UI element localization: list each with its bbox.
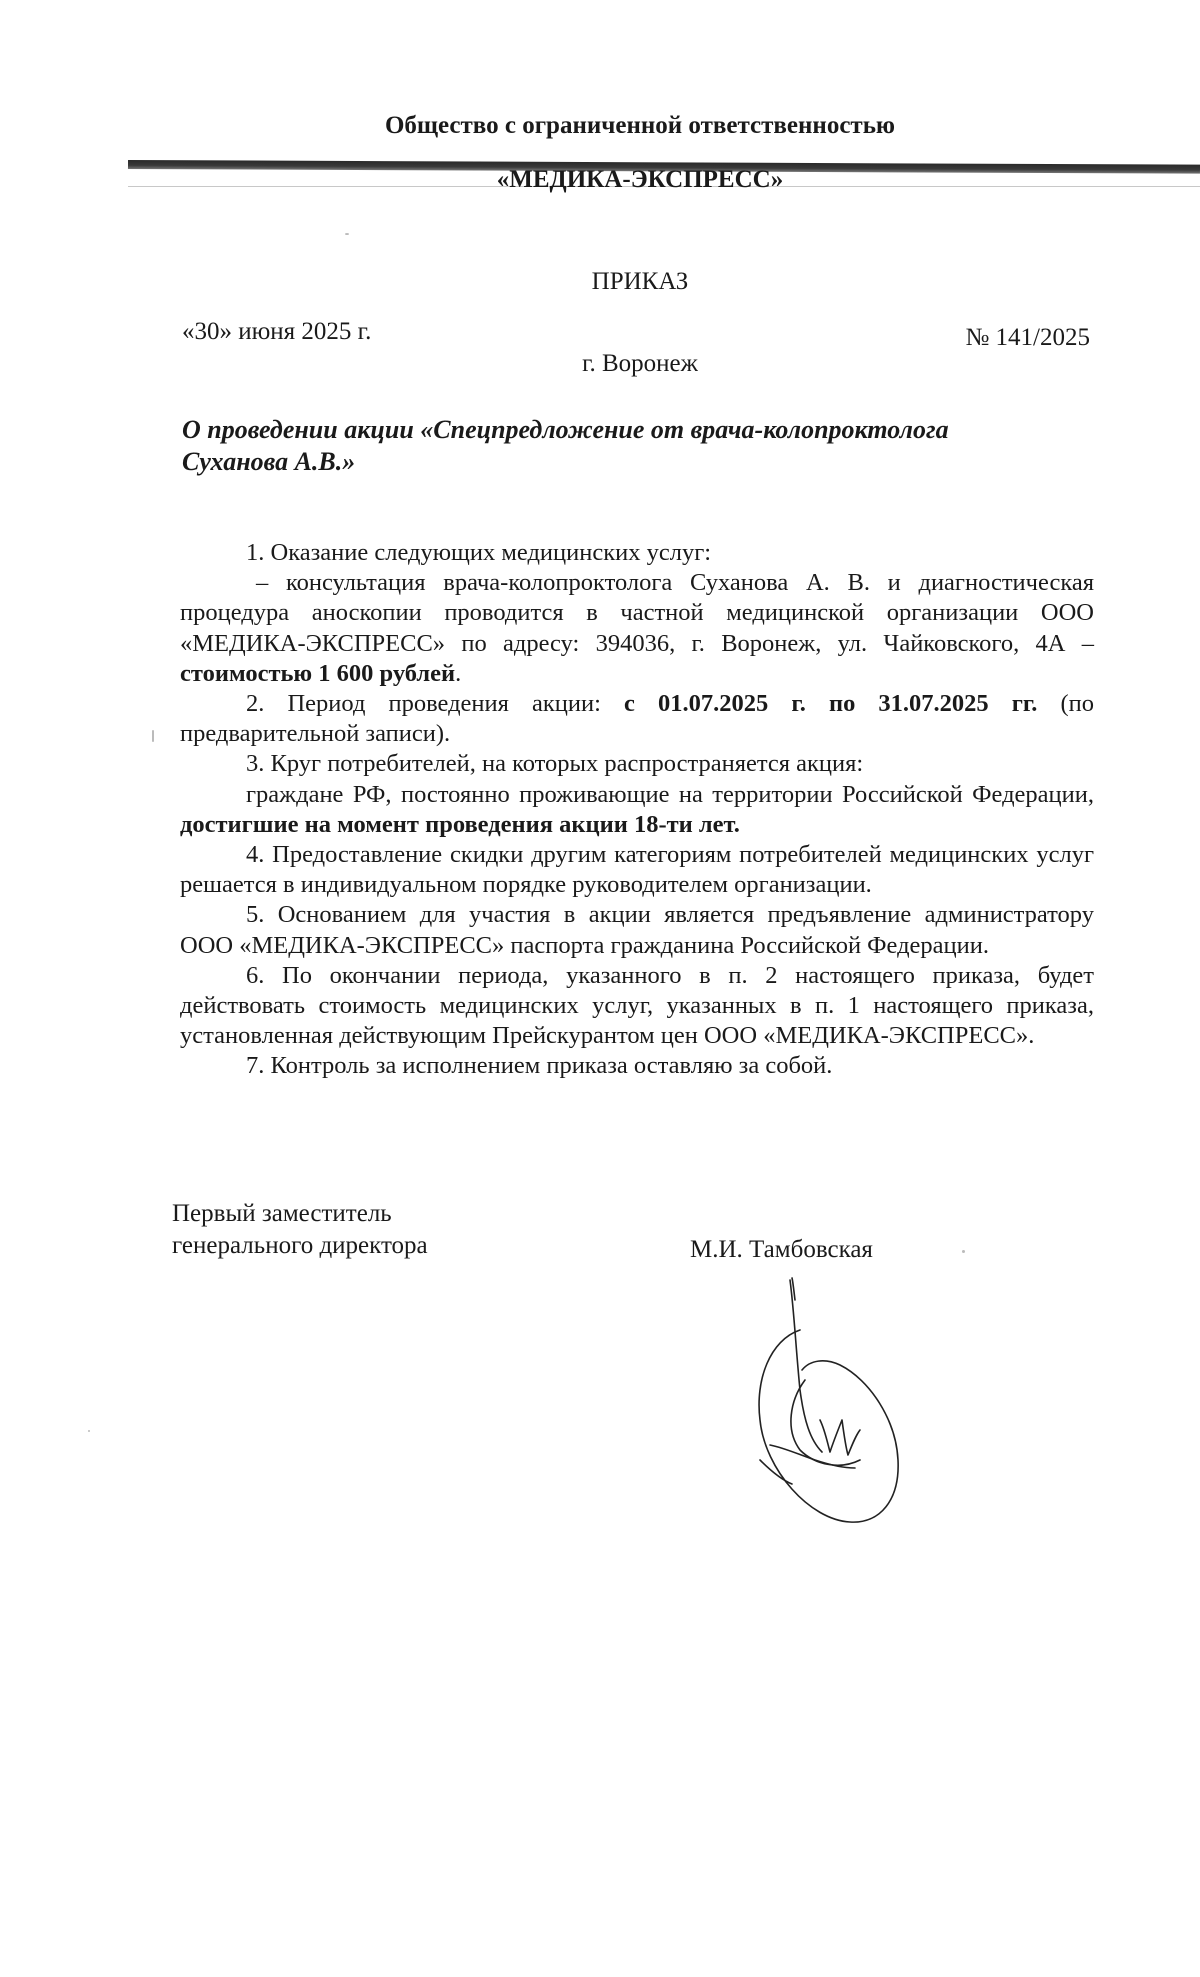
item-1-heading: 1. Оказание следующих медицинских услуг: [246, 539, 712, 566]
org-legal-form: Общество с ограниченной ответственностью [384, 112, 896, 139]
document-type: ПРИКАЗ [591, 268, 689, 295]
item-6: 6. По окончании периода, указанного в п. 2 настоящего приказа, будет действовать стоимость медицинских услуг, указанных в п. 1 настоящего приказа, установленная действующим Прейскурантом цен ООО «МЕДИКА-ЭКСПРЕСС». [180, 961, 1094, 1050]
item-2-text: 2. Период проведения акции: [246, 690, 625, 718]
item-2-end: (по предварительной записи). [180, 690, 1094, 748]
scan-speck [345, 233, 349, 235]
signer-title [172, 1198, 428, 1262]
scan-speck [962, 1250, 965, 1253]
item-7: 7. Контроль за исполнением приказа оставляю за собой. [246, 1052, 833, 1080]
order-subject [182, 414, 1082, 478]
order-subject-line-2: Суханова А.В.» [182, 447, 356, 476]
item-3-age: достигшие на момент проведения акции 18-ти лет. [180, 810, 740, 838]
item-3-text-main: граждане РФ, постоянно проживающие на территории Российской Федерации, [246, 780, 1094, 808]
item-3-heading: 3. Круг потребителей, на которых распространяется акция: [246, 750, 864, 778]
scan-speck [152, 730, 154, 742]
item-3-text [180, 780, 1094, 840]
item-2 [180, 689, 1094, 749]
item-1-end: . [455, 659, 462, 687]
item-1-text [180, 568, 1094, 689]
item-1-price: стоимостью 1 600 рублей [180, 659, 456, 687]
scan-speck [88, 1430, 90, 1432]
signer-title-line-2: генерального директора [172, 1232, 428, 1259]
item-5: 5. Основанием для участия в акции является предъявление администратору ООО «МЕДИКА-ЭКСПРЕСС» паспорта гражданина Российской Федерации. [180, 901, 1094, 959]
item-4: 4. Предоставление скидки другим категориям потребителей медицинских услуг решается в индивидуальном порядке руководителем организации. [180, 841, 1094, 899]
company-name: «МЕДИКА-ЭКСПРЕСС» [496, 166, 784, 193]
item-1-text-main: – консультация врача-колопроктолога Суханова А. В. и диагностическая процедура аноскопии проводится в частной медицинской организации ООО «МЕДИКА-ЭКСПРЕСС» по адресу: 394036, г. Воронеж, ул. Чайковского, 4А – [180, 569, 1094, 657]
item-2-period: с 01.07.2025 г. по 31.07.2025 гг. [624, 690, 1038, 718]
handwritten-signature [730, 1270, 930, 1540]
order-body [180, 538, 1094, 1082]
signer-name: М.И. Тамбовская [690, 1236, 873, 1263]
signer-title-line-1: Первый заместитель [172, 1200, 392, 1227]
order-number: № 141/2025 [965, 324, 1090, 351]
order-city: г. Воронеж [582, 350, 698, 377]
order-date: «30» июня 2025 г. [182, 318, 372, 345]
order-subject-line-1: О проведении акции «Спецпредложение от врача-колопроктолога [182, 415, 949, 444]
